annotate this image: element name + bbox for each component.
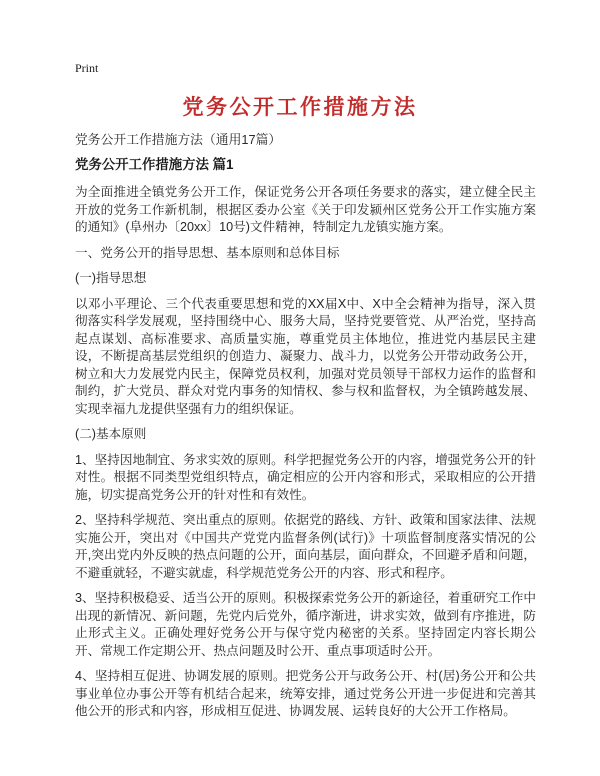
subheading-guiding-thought: (一)指导思想 — [75, 271, 147, 285]
document-title: 党务公开工作措施方法 — [182, 96, 418, 119]
paragraph-guiding-thought: 以邓小平理论、三个代表重要思想和党的XX届X中、X中全会精神为指导，深入贯彻落实科学发展观，坚持围绕中心、服务大局，坚持党要管党、从严治党，坚持高起点谋划、高标准要求、高质量实施，尊重党员主体地位，推进党内基层民主建设，不断提高基层党组织的创造力、凝聚力、战斗力，以党务公开带动政务公开，树立和大力发展党内民主，保障党员权利，加强对党员领导干部权力运作的监督和制约，扩大党员、群众对党内事务的知情权、参与权和监督权，为全镇跨越发展、实现幸福九龙提供坚强有力的组织保证。 — [75, 296, 536, 416]
document-body — [75, 131, 536, 721]
paragraph-principle-4: 4、坚持相互促进、协调发展的原则。把党务公开与政务公开、村(居)务公开和公共事业单位办事公开等有机结合起来，统筹安排，通过党务公开进一步促进和完善其他公开的形式和内容，形成相互促进、协调发展、运转良好的大公开工作格局。 — [75, 669, 536, 718]
document-subtitle: 党务公开工作措施方法（通用17篇） — [75, 132, 282, 147]
subheading-basic-principles: (二)基本原则 — [75, 427, 147, 441]
print-link[interactable]: Print — [75, 61, 99, 75]
paragraph-principle-3: 3、坚持积极稳妥、适当公开的原则。积极探索党务公开的新途径，着重研究工作中出现的新情况、新问题，先党内后党外，循序渐进，讲求实效，做到有序推进，防止形式主义。正确处理好党务公开与保守党内秘密的关系。坚持固定内容长期公开、常规工作定期公开、热点问题及时公开、重点事项适时公开。 — [75, 591, 536, 658]
paragraph-principle-1: 1、坚持因地制宜、务求实效的原则。科学把握党务公开的内容，增强党务公开的针对性。根据不同类型党组织特点，确定相应的公开内容和形式，采取相应的公开措施，切实提高党务公开的针对性和有效性。 — [75, 452, 536, 502]
paragraph-intro: 为全面推进全镇党务公开工作，保证党务公开各项任务要求的落实，建立健全民主开放的党务工作新机制，根据区委办公室《关于印发颍州区党务公开工作实施方案的通知》(阜州办〔20xx〕10号)文件精神，特制定九龙镇实施方案。 — [75, 185, 536, 234]
heading-guiding-principles: 一、党务公开的指导思想、基本原则和总体目标 — [75, 245, 340, 260]
article-section-heading: 党务公开工作措施方法 篇1 — [75, 156, 234, 172]
paragraph-principle-2: 2、坚持科学规范、突出重点的原则。依据党的路线、方针、政策和国家法律、法规实施公开，突出对《中国共产党党内监督条例(试行)》十项监督制度落实情况的公开,突出党内外反映的热点问题的公开，面向基层，面向群众，不回避矛盾和问题，不避重就轻，不避实就虚，科学规范党务公开的内容、形式和程序。 — [75, 513, 536, 580]
